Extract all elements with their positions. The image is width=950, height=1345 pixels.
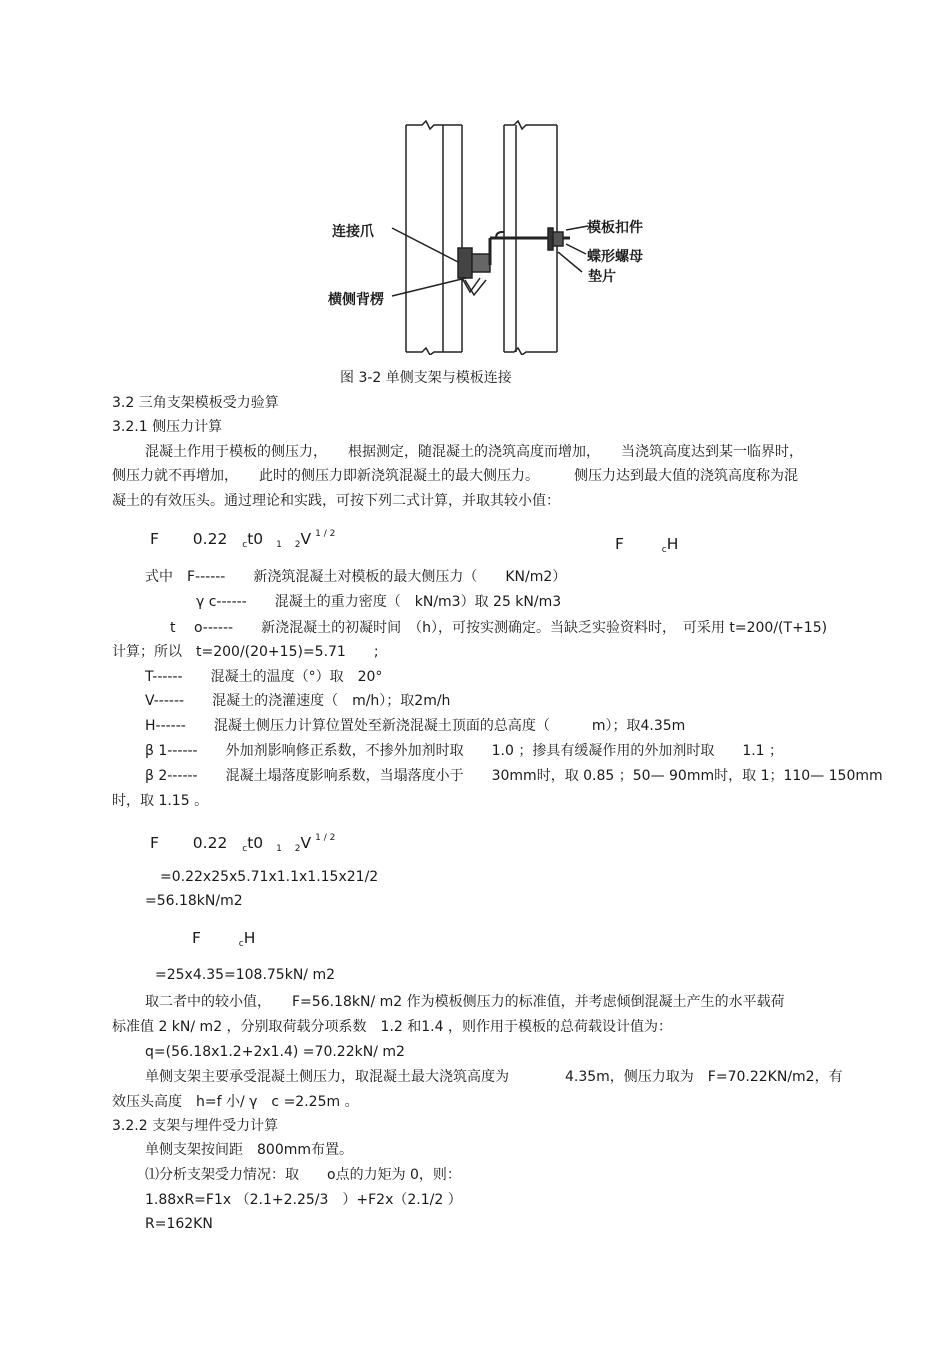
formula-head-pressure xyxy=(615,534,678,560)
formula-beta2-sub: 2 xyxy=(294,844,301,854)
paragraph-line: 混凝土作用于模板的侧压力， 根据测定，随混凝土的浇筑高度而增加， 当浇筑高度达到某一临界时， xyxy=(145,444,803,460)
formula-v-sup: 1 / 2 xyxy=(315,529,336,539)
paragraph-line: 单侧支架按间距 800mm布置。 xyxy=(145,1142,353,1158)
formula-v: V xyxy=(300,530,312,548)
definition-line: 计算；所以 t=200/(20+15)=5.71 ; xyxy=(112,644,379,660)
formula-beta2-sub: 2 xyxy=(294,540,301,550)
formula-beta1-sub: 1 xyxy=(276,540,282,550)
paragraph-line: 侧压力就不再增加， 此时的侧压力即新浇筑混凝土的最大侧压力。 侧压力达到最大值的浇筑高度称为混 xyxy=(112,468,798,484)
formula-gamma-sub: c xyxy=(238,939,244,949)
formula-beta1-sub: 1 xyxy=(276,844,282,854)
formula-t: t xyxy=(247,530,254,548)
definition-line: 式中 F------ 新浇筑混凝土对模板的最大侧压力（ KN/m2） xyxy=(145,569,567,585)
label-connector-claw: 连接爪 xyxy=(332,224,374,240)
paragraph-line: q=(56.18x1.2+2x1.4) =70.22kN/ m2 xyxy=(145,1044,405,1060)
definition-line: V------ 混凝土的浇灌速度（ m/h）；取2m/h xyxy=(145,693,451,709)
definition-line: T------ 混凝土的温度（°）取 20° xyxy=(145,669,383,685)
paragraph-line: 凝土的有效压头。通过理论和实践，可按下列二式计算，并取其较小值： xyxy=(112,493,560,509)
formula-f: F xyxy=(615,535,624,553)
label-side-waler: 横侧背楞 xyxy=(328,292,384,308)
figure-3-2 xyxy=(330,120,660,355)
paragraph-line: ⑴分析支架受力情况：取 o点的力矩为 0，则： xyxy=(145,1167,461,1183)
definition-line: γ c------ 混凝土的重力密度（ kN/m3）取 25 kN/m3 xyxy=(196,594,562,610)
formula-side-pressure-repeat xyxy=(150,828,335,859)
formula-f: F xyxy=(192,929,201,947)
formula-gamma-sub: c xyxy=(242,844,248,854)
calc-line: =0.22x25x5.71x1.1x1.15x21/2 xyxy=(160,869,379,885)
formula-side-pressure xyxy=(150,524,335,555)
calc-line: =25x4.35=108.75kN/ m2 xyxy=(155,967,336,983)
formula-f: F xyxy=(150,834,159,852)
calc-line: =56.18kN/m2 xyxy=(145,893,243,909)
section-heading-3-2: 3.2 三角支架模板受力验算 xyxy=(112,395,279,411)
definition-line: β 2------ 混凝土塌落度影响系数，当塌落度小于 30mm时，取 0.85 ；50— 90mm时，取 1；110— 150mm xyxy=(145,768,883,784)
label-wing-nut: 蝶形螺母 xyxy=(587,249,643,265)
formula-head-pressure-repeat xyxy=(192,928,255,954)
section-heading-3-2-2: 3.2.2 支架与埋件受力计算 xyxy=(112,1118,279,1134)
formula-gamma-sub: c xyxy=(661,545,667,555)
formula-t-sub: 0 xyxy=(253,530,264,548)
paragraph-line: 1.88xR=F1x （2.1+2.25/3 ）+F2x（2.1/2 ） xyxy=(145,1192,462,1208)
definition-line: H------ 混凝土侧压力计算位置处至新浇混凝土顶面的总高度（ m）；取4.35m xyxy=(145,718,686,734)
label-washer: 垫片 xyxy=(588,269,616,285)
formula-h: H xyxy=(243,929,256,947)
formwork-connection-drawing xyxy=(330,120,660,355)
section-heading-3-2-1: 3.2.1 侧压力计算 xyxy=(112,419,223,435)
formula-coef: 0.22 xyxy=(192,530,228,548)
formula-gamma-sub: c xyxy=(242,540,248,550)
paragraph-line: 效压头高度 h=f 小/ γ c =2.25m 。 xyxy=(112,1094,359,1110)
definition-line: β 1------ 外加剂影响修正系数，不掺外加剂时取 1.0 ；掺具有缓凝作用的外加剂时取 1.1 ； xyxy=(145,743,784,759)
formula-h: H xyxy=(666,535,679,553)
formula-t: t xyxy=(247,834,254,852)
paragraph-line: 标准值 2 kN/ m2 ，分别取荷载分项系数 1.2 和1.4 ，则作用于模板的总荷载设计值为： xyxy=(112,1019,672,1035)
formula-t-sub: 0 xyxy=(253,834,264,852)
formula-f: F xyxy=(150,530,159,548)
paragraph-line: 取二者中的较小值， F=56.18kN/ m2 作为模板侧压力的标准值，并考虑倾倒混凝土产生的水平载荷 xyxy=(145,994,785,1010)
definition-line: 时，取 1.15 。 xyxy=(112,793,209,809)
definition-line: t o------ 新浇混凝土的初凝时间 （h），可按实测确定。当缺乏实验资料时， 可采用 t=200/(T+15) xyxy=(170,620,828,636)
formula-v: V xyxy=(300,834,312,852)
paragraph-line: 单侧支架主要承受混凝土侧压力，取混凝土最大浇筑高度为 4.35m，侧压力取为 F=70.22KN/m2，有 xyxy=(145,1069,843,1085)
formula-v-sup: 1 / 2 xyxy=(315,833,336,843)
figure-caption: 图 3-2 单侧支架与模板连接 xyxy=(340,370,512,386)
paragraph-line: R=162KN xyxy=(145,1216,213,1232)
formula-coef: 0.22 xyxy=(192,834,228,852)
label-form-clip: 模板扣件 xyxy=(587,220,643,236)
